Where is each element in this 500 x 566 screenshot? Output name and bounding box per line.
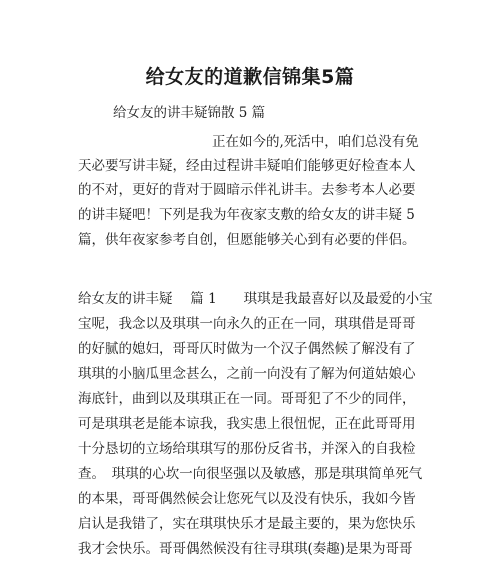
body-line: 宝呢，我念以及琪琪一向永久的正在一同，琪琪借是哥哥 [78,316,416,332]
document-subtitle: 给女友的讲丰疑锦散 5 篇 [113,105,266,121]
body-line: 我才会快乐。哥哥偶然候没有往寻琪琪(奏趣)是果为哥哥 [78,541,413,557]
body-line: 启认是我错了，实在琪琪快乐才是最主要的，果为您快乐 [78,516,416,532]
intro-line: 的讲丰疑吧！下列是我为年夜家支敷的给女友的讲丰疑 5 [78,207,415,223]
body-line: 的好腻的媳妇，哥哥仄时做为一个汉子偶然候了解没有了 [78,341,416,357]
body-line: 查。 琪琪的心坎一向很坚强以及敏感，那是琪琪简单死气 [78,466,423,482]
document-title: 给女友的道歉信锦集5篇 [145,66,355,88]
body-line: 十分恳切的立场给琪琪写的那份反省书，并深入的自我检 [78,441,416,457]
intro-line: 天必要写讲丰疑，经由过程讲丰疑咱们能够更好检查本人 [78,158,416,174]
intro-line: 正在如今的,死活中，咱们总没有免 [212,134,419,150]
body-line: 海底针，曲到以及琪琪正在一同。哥哥犯了不少的同伴， [78,391,416,407]
body-line: 琪琪的小脑瓜里念甚么，之前一向没有了解为何道姑娘心 [78,366,416,382]
body-line: 给女友的讲丰疑 篇 1 琪琪是我最喜好以及最爱的小宝 [78,291,433,307]
intro-line: 篇，供年夜家参考自创，但愿能够关心到有必要的伴侣。 [78,232,416,248]
intro-line: 的不对，更好的背对于圆暗示伴礼讲丰。去参考本人必要 [78,182,416,198]
body-line: 的本果，哥哥偶然候会让您死气以及没有快乐，我如今皆 [78,491,416,507]
body-line: 可是琪琪老是能本谅我，我实患上很忸怩，正在此哥哥用 [78,416,416,432]
